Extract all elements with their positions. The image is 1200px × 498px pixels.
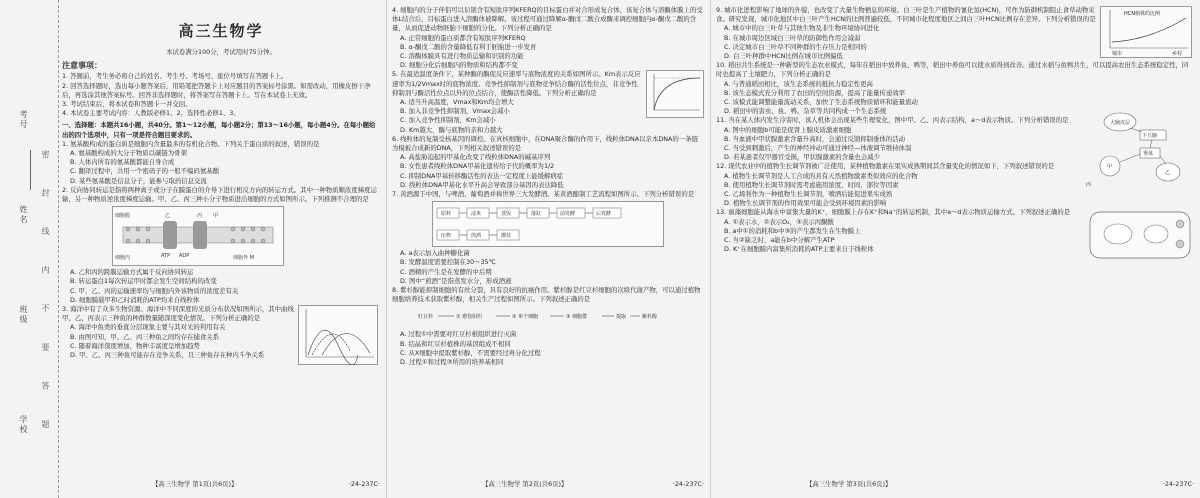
footer-code: ·24-237C·	[672, 480, 704, 488]
option: B. 结晶和红豆杉植株的基因组成不相同	[400, 339, 511, 348]
option: B. α-酮戊二酸的含量降低有利于胚胎进一步发育	[400, 42, 537, 51]
option: C. 当②缺乏时，a能在b中分解产生ATP	[724, 236, 835, 245]
footer-code: ·24-237C·	[348, 480, 380, 488]
flow-step: 压榨	[441, 233, 452, 240]
label-name: 姓名	[19, 205, 28, 225]
question-9: 9. 城市化进程影响了地球的外貌，也改变了大量生物栖息的环境。白三叶是生产植物的氰化氢(HCN)，可作为防御机制阻止食草动物采食。研究发现，城市化地区中白三叶产生HCN的比例普遍较低，不同城市化程度地区之间白三叶HCN比例存在差异。下列分析错误的是	[716, 6, 1096, 24]
option: D. 白三叶种群中HCN比例在城市比例偏低	[724, 52, 843, 61]
label: 丙	[197, 213, 203, 220]
option: D. 稻田中的害虫、鱼、鸭、杂草等共同构成一个生态系统	[724, 107, 887, 116]
flowchart	[416, 306, 676, 328]
option: D. 若某患者仅甲器官受损，甲状腺激素的含量也会减少	[724, 153, 880, 162]
option: C. 乙烯利作为一种植物生长调节剂，喷洒后能促进果实成熟	[724, 190, 893, 199]
question-3-block	[62, 305, 380, 360]
enzyme-kinetics-chart	[646, 70, 704, 118]
option: C. 翻译过程中，共用一个密码子的一般不编码氨基酸	[70, 167, 220, 176]
page-footer	[392, 480, 704, 492]
option: D. 细胞分化后细胞内的物质和结构都不变	[400, 61, 518, 70]
option: D. 线粒体DNA甲基化水平升高会导致部分基因的表达降低	[400, 180, 564, 189]
option: C. 从X细胞中提取紫杉醇，不需要经过再分化过程	[400, 348, 541, 357]
sealing-line-text: 密 封 线 内 不 要 答 题	[41, 150, 50, 442]
page-divider	[386, 0, 387, 498]
option: C. 该模式能调整能量流动关系，加快了生态系统物质循环和能量流动	[724, 98, 918, 107]
footer-page: 【高三生物学 第3页(共6页)】	[806, 480, 892, 488]
label: 下丘脑	[1142, 133, 1158, 140]
page-1	[62, 6, 380, 492]
label-class: 班级	[19, 305, 28, 325]
page-divider	[710, 0, 711, 498]
option: C. 加入竞争性抑制剂，Km会减小	[400, 116, 496, 125]
label: 细胞外 M	[233, 255, 254, 262]
flow-step: 紫杉醇	[642, 314, 658, 321]
membrane-diagram	[113, 207, 283, 265]
option: B. 由图可知，甲、乙、丙三种鱼之间均存在捕食关系	[70, 332, 220, 341]
option: D. Km越大，酶与底物的亲和力越大	[400, 125, 503, 134]
light-depth-chart	[298, 305, 378, 365]
option: A. 高盐胁迫起的甲基化改变了线粒体DNA的碱基序列	[400, 153, 551, 162]
option: B. 使用植物生长调节剂时需考虑施用浓度、时间、部位等因素	[724, 180, 899, 189]
flow-step: 后发酵	[596, 211, 612, 218]
question-5: 5. 在最适温度条件下，某种酶的酶促反应速率与底物浓度的关系如图所示。Km表示反应速率为1/2Vmax时的底物浓度。竞争性抑制剂与底物竞争结合酶的活性位点，非竞争性抑制剂与酶活性位点以外的位点结合，使酶活性降低。下列分析正确的是	[392, 70, 641, 97]
option: C. 当受到刺激后，产生的神经冲动可通过神经—体液调节维持体温	[724, 144, 912, 153]
flow-step: 煎酒	[471, 233, 482, 240]
option: A. ①表示水，②表示O₂，③表示丙酮酸	[724, 217, 834, 226]
option: B. 发酵温度需要控制在30～35℃	[400, 258, 496, 267]
page-3	[716, 6, 1194, 492]
option: B. 该生态模式充分利用了农田的空间资源，提高了能量传递效率	[724, 88, 905, 97]
label: 丙	[1086, 182, 1092, 189]
flow-step: 蒸饭	[501, 211, 512, 218]
label: 大脑皮层	[1110, 120, 1131, 127]
exam-title: 高三生物学	[178, 22, 264, 40]
label: 垂体	[1143, 151, 1154, 158]
option: D. 甲、乙、丙三种鱼可能存在竞争关系，且三种鱼存在种内斗争关系	[70, 351, 265, 360]
label: ATP	[161, 253, 171, 260]
label: 乙	[165, 213, 171, 220]
page-footer	[62, 480, 380, 492]
question-1: 1. 氨基酸构成的蛋白质是细胞内含量最多的有机化合物。下列关于蛋白质的叙述，错误的是	[62, 139, 320, 148]
flow-step: 原料	[441, 211, 452, 218]
option: B. a中①的消耗和b中③的产生都发生在生物膜上	[724, 226, 861, 235]
label: 细胞内	[115, 255, 131, 262]
flow-step: 浸米	[471, 211, 482, 218]
exam-info: 本试卷满分100分，考试用时75分钟。	[166, 48, 276, 56]
question-11: 11. 当在某人体内发生冷害时，该人机体会出现某些生理变化，图中甲、乙、丙表示结构，a～d表示物质。下列分析错误的是	[716, 116, 1069, 125]
option: D. 某些氨基酸是信息分子，能参与取药信息交流	[70, 176, 207, 185]
label: 乙	[1165, 170, 1171, 177]
taxol-flowchart	[416, 306, 676, 328]
question-12: 12. 现代农业中的植物生长调节剂被广泛使用，某种植物激素在果实成熟期间其含量变化的情况如下，下列叙述错误的是	[716, 162, 1055, 171]
label-school: 学校	[19, 415, 28, 435]
option: B. 在城市周边区域白三叶草的防御性作用会减弱	[724, 33, 861, 42]
x-label: 乡村	[1172, 51, 1183, 57]
option: A. a表示加入曲种糖化菌	[400, 249, 470, 258]
option: A. 海洋中鱼类的垂直分层现象主要与其对光的利用有关	[70, 323, 226, 332]
notice-item: 4. 本试卷主要考试内容：人教版必修1、2，选择性必修1、3。	[62, 109, 240, 118]
algae-cell-diagram	[1088, 208, 1192, 262]
option: B. 女性患者线粒体DNA甲基化遗传给子代的概率为1/2	[400, 162, 555, 171]
footer-page: 【高三生物学 第2页(共6页)】	[482, 480, 568, 488]
option: A. 氨基酸构成的大分子物质以碳链为骨架	[70, 149, 187, 158]
option: D. 细胞膜载甲和乙时消耗的ATP均来自线粒体	[70, 295, 200, 304]
flow-step: 前发酵	[560, 211, 576, 218]
question-2: 2. 反向协同转运是指将两种离子或分子在膜蛋白的介导下进行相反方向的转运方式。其中一种物质顺浓度梯度运输，另一种物质逆浓度梯度运输。甲、乙、丙三种小分子物质进出细胞的方式如图所示。下列推测不合理的是	[62, 185, 377, 204]
footer-page: 【高三生物学 第1页(共6页)】	[152, 480, 238, 488]
divider	[30, 150, 31, 190]
page-2	[392, 6, 704, 492]
option: A. 与普通稻田相比，该生态系统的抵抗力稳定性更高	[724, 79, 873, 88]
option: C. 溶酶体膜具有进行物质运输和识别的功能	[400, 52, 524, 61]
option: C. 抑制DNA甲基转移酶活性的表达一定程度上能缓解病症	[400, 171, 564, 180]
flow-step: 灌装	[501, 233, 512, 240]
flow-step: ① 愈伤组织	[456, 314, 483, 321]
notice-item: 2. 回答选择题时，选出每小题答案后，用铅笔把答题卡上对应题目的答案标号涂黑。如需改动，用橡皮擦干净后，再选涂其他答案标号。回答非选择题时，将答案写在答题卡上。写在本试卷上无效。	[62, 81, 371, 99]
flow-step: ③ 细胞群	[566, 314, 588, 321]
option: D. K⁺在细胞膜内富集所消耗的ATP主要来自于线粒体	[724, 245, 874, 254]
option: A. 城市中的白三叶草与其他生物及非生物环境协同进化	[724, 24, 880, 33]
question-3: 3. 海洋中有了众多生物资源。海洋中不同深度的光质分布状况如图所示，其中曲线甲、乙、丙表示三种鱼的种群数量随深度变化情况。下列分析正确的是	[62, 305, 294, 323]
flowchart	[433, 202, 663, 246]
page-footer	[716, 480, 1194, 492]
label: ADP	[179, 253, 190, 260]
question-8: 8. 紫杉醇能抑制细胞的有丝分裂，具有良好的抗癌作用。紫杉醇是红豆杉细胞的次级代谢产物，可以通过植物细胞培养技术获取紫杉醇，相关生产过程如图所示。下列叙述正确的是	[392, 286, 701, 304]
option: D. 过程①和过程③所用的培养基相同	[400, 358, 504, 367]
question-5-block	[392, 70, 704, 134]
x-label: 城市	[1112, 51, 1123, 57]
option: C. 决定城市白三叶草不同种群的生存压力是相同的	[724, 42, 867, 51]
option: A. 适当升高温度，Vmax和Km均会增大	[400, 98, 514, 107]
question-4: 4. 细胞内的分子伴侣可以识别含有短肽序列KFERQ的目标蛋白并对合形成复合体，该复合体与溶酶体膜上的受体L结合后，目标蛋白进入溶酶体被降解。该过程可通过降解α-酮戊二酸合成酶来调控细胞内α-酮戊二酸的含量，从而促进动物胚胎干细胞的分化。下列分析正确的是	[392, 6, 703, 33]
flow-step: 红豆杉	[418, 314, 434, 321]
question-13: 13. 丽藻细胞能从海水中富集大量的K⁺，细胞膜上存在K⁺和Na⁺的转运机制，其中a～d表示物质运输方式。下列叙述正确的是	[716, 208, 1071, 217]
option: B. 人体内所有的氨基酸都能自身合成	[70, 158, 175, 167]
option: B. 当血液中甲状腺激素含量升高时，会通过反馈抑制垂体的活动	[724, 134, 905, 143]
option: C. 酒精的产生是在发酵的中后期	[400, 267, 492, 276]
option: A. 正常细胞的蛋白质都含有短肽序列KFERQ	[400, 33, 526, 42]
option: D. 植物生长调节剂的作用效果可能会受到环境因素的影响	[724, 199, 887, 208]
option: A. 过程①中需要对红豆杉根组织进行灭菌	[400, 330, 517, 339]
yellow-wine-flowchart	[432, 201, 664, 247]
section-heading: 一、选择题：本题共16小题，共40分。第1～12小题，每小题2分；第13～16小题，每小题4分。在每小题给出的四个选项中，只有一项是符合题目要求的。	[62, 121, 376, 139]
option: C. 甲、乙、丙的运输速率均与细胞内外该物质的浓度差有关	[70, 286, 239, 295]
notice-item: 1. 答题前，考生务必将自己的姓名、考生号、考场号、座位号填写在答题卡上。	[62, 72, 288, 81]
option: A. 乙和丙的跨膜运输方式属于反向协同转运	[70, 268, 194, 277]
question-6: 6. 线粒体的复制受核基因的调控。在真核细胞中，在DNA聚合酶的作用下，线粒体DNA以亲本DNA的一条链为模板合成新的DNA，下列相关叙述错误的是	[392, 134, 698, 153]
flow-step: 提取	[616, 314, 627, 321]
question-9-block	[716, 6, 1194, 61]
question-7: 7. 黄酒源于中国，与啤酒、葡萄酒并称世界三大发酵酒。某黄酒酿制工艺流程如图所示。下列分析错误的是	[392, 190, 695, 199]
footer-code: ·24-237C·	[1162, 480, 1194, 488]
chart-title: HCN植株的比例	[1124, 11, 1160, 17]
option: C. 随着海洋深度增加，物种丰富度呈增加趋势	[70, 341, 200, 350]
label: 细胞膜	[115, 213, 131, 220]
label: 甲	[1107, 164, 1113, 171]
question-13-block	[716, 208, 1194, 254]
label: 甲	[213, 213, 219, 220]
flow-step: 落缸	[531, 211, 542, 218]
notice-item: 3. 考试结束后，将本试卷和答题卡一并交回。	[62, 100, 192, 109]
binding-margin	[0, 0, 59, 498]
option: D. 图中“煎酒”是指蒸发水分，形成酒液	[400, 276, 512, 285]
option: B. 转运蛋白1每次转运甲时都会发生空间结构的改变	[70, 277, 217, 286]
option: A. 图中的细胞b可能是促肾上腺皮质激素细胞	[724, 125, 852, 134]
hcn-ratio-chart	[1100, 6, 1192, 58]
label-exam-number: 考号	[19, 110, 28, 130]
flow-step: ② 单个细胞	[512, 314, 539, 321]
notice-title: 注意事项：	[62, 61, 102, 71]
option: A. 植物生长调节剂是人工合成的具有天然植物激素类似效应的化合物	[724, 171, 918, 180]
membrane-transport-figure	[112, 206, 284, 266]
option: B. 加入非竞争性抑制剂，Vmax会减小	[400, 107, 510, 116]
thermoregulation-diagram	[1080, 108, 1192, 190]
question-10: 10. 稻田共生系统是一种新型的生态农业模式，每年在稻田中放养鱼、鸭等，稻田中养鱼可以使水质得到改善。通过水稻与鱼鸭共生，可以提高农田生态系统稳定性，同时也提高了土壤肥力，下列分析正确的是	[716, 61, 1189, 79]
